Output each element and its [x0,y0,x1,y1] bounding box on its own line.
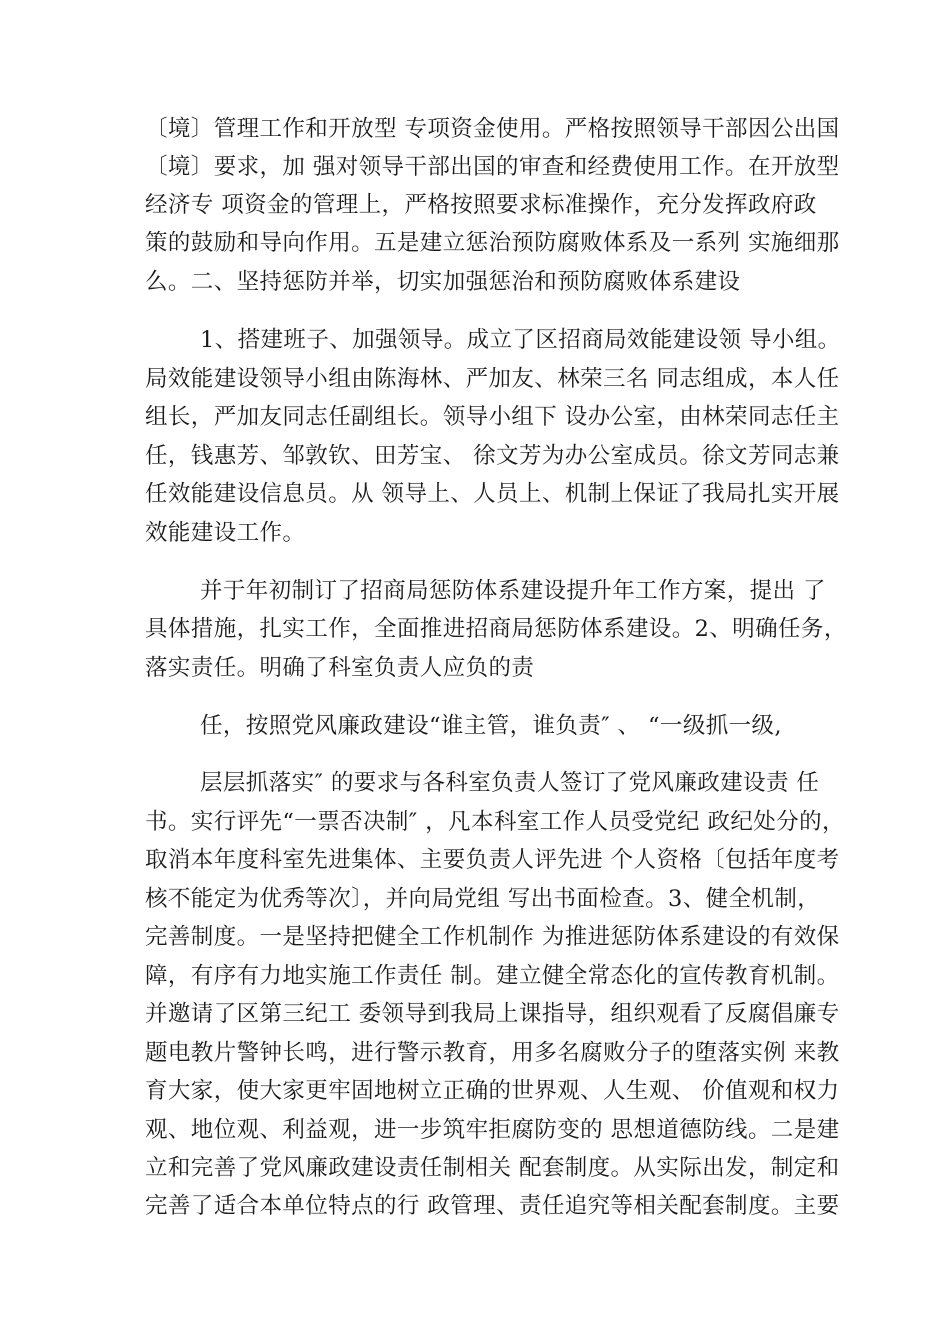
paragraph-first-line: 任，按照党风廉政建设“谁主管，谁负责″ 、 “一级抓一级, [200,713,782,739]
text-line: 完善了适合本单位特点的行 政管理、责任追究等相关配套制度。主要 [145,1193,840,1219]
text-line: 题电教片警钟长鸣，进行警示教育，用多名腐败分子的堕落实例 来教 [145,1040,840,1066]
text-line: 育大家，使大家更牢固地树立正确的世界观、人生观、 价值观和权力 [145,1078,840,1104]
text-line: 障，有序有力地实施工作责任 制。建立健全常态化的宣传教育机制。 [145,963,840,989]
text-line: 观、地位观、利益观，进一步筑牢拒腐防变的 思想道德防线。二是建 [145,1117,840,1143]
text-line: 核不能定为优秀等次〕，并向局党组 写出书面检查。3、健全机制， [145,886,821,912]
text-line: 效能建设工作。 [145,520,306,546]
text-line: 么。二、坚持惩防并举，切实加强惩治和预防腐败体系建设 [145,269,741,295]
text-line: 任，钱惠芳、邹敦钦、田芳宝、 徐文芳为办公室成员。徐文芳同志兼 [145,443,840,469]
text-line: 组长，严加友同志任副组长。领导小组下 设办公室，由林荣同志任主 [145,404,840,430]
text-line: 策的鼓励和导向作用。五是建立惩治预防腐败体系及一系列 实施细那 [145,230,840,256]
text-line: 落实责任。明确了科室负责人应负的责 [145,655,535,681]
text-line: 具体措施，扎实工作，全面推进招商局惩防体系建设。2、明确任务， [145,616,847,642]
text-line: 并邀请了区第三纪工 委领导到我局上课指导，组织观看了反腐倡廉专 [145,1001,840,1027]
text-line: 完善制度。一是坚持把健全工作机制作 为推进惩防体系建设的有效保 [145,924,840,950]
text-line: 立和完善了党风廉政建设责任制相关 配套制度。从实际出发，制定和 [145,1155,840,1181]
paragraph-first-line: 并于年初制订了招商局惩防体系建设提升年工作方案，提出 了 [200,578,826,604]
text-line: 任效能建设信息员。从 领导上、人员上、机制上保证了我局扎实开展 [145,481,840,507]
text-line: 取消本年度科室先进集体、主要负责人评先进 个人资格〔包括年度考 [145,847,840,873]
text-line: 经济专 项资金的管理上，严格按照要求标准操作，充分发挥政府政 [145,192,817,218]
text-line: 〔境〕管理工作和开放型 专项资金使用。严格按照领导干部因公出国 [145,116,840,142]
paragraph-first-line: 层层抓落实″ 的要求与各科室负责人签订了党风廉政建设责 任 [200,770,820,796]
text-line: 书。实行评先“一票否决制″ ，凡本科室工作人员受党纪 政纪处分的， [145,809,845,835]
text-line: 局效能建设领导小组由陈海林、严加友、林荣三名 同志组成，本人任 [145,366,840,392]
text-line: 〔境〕要求，加 强对领导干部出国的审查和经费使用工作。在开放型 [145,154,840,180]
paragraph-first-line: 1、搭建班子、加强领导。成立了区招商局效能建设领 导小组。 [200,327,841,353]
